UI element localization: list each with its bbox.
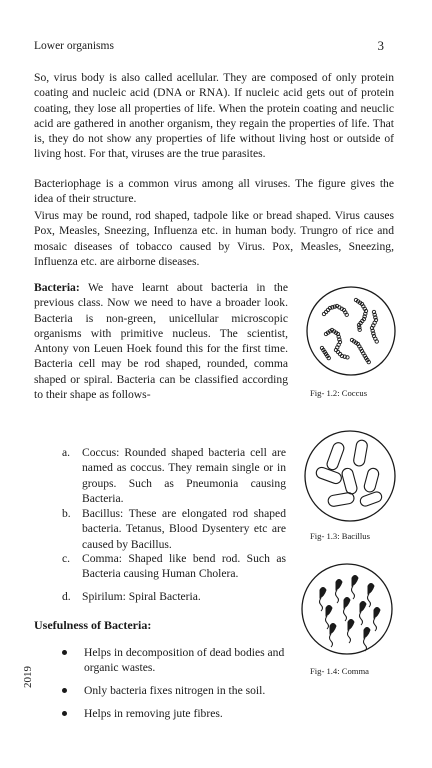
comma-cell xyxy=(320,588,326,599)
flagellum xyxy=(344,608,347,621)
chapter-title: Lower organisms xyxy=(34,40,114,52)
flagellum xyxy=(348,630,351,643)
list-marker: c. xyxy=(62,552,71,565)
comma-cell xyxy=(330,624,336,635)
side-year: 2019 xyxy=(22,666,34,688)
bullet-icon xyxy=(62,711,67,716)
flagellum xyxy=(374,618,377,631)
list-text: Spirilum: Spiral Bacteria. xyxy=(82,590,201,603)
paragraph-bacteriophage: Bacteriophage is a common virus among all viruses. The figure gives the idea of their structure. xyxy=(34,177,394,206)
coccus-cell xyxy=(358,328,361,331)
comma-cell xyxy=(368,584,374,595)
bacillus-figure xyxy=(300,428,400,524)
flagellum xyxy=(320,598,323,611)
list-text: Bacillus: These are elongated rod shaped bacteria. Tetanus, Blood Dysentery etc are caused by Bacillus. xyxy=(82,507,286,551)
flagellum xyxy=(336,590,339,603)
paragraph-bacteria-intro xyxy=(34,280,288,402)
flagellum xyxy=(360,612,363,625)
comma-cell xyxy=(374,608,380,619)
bacteria-intro-text: We have learnt about bacteria in the previous class. Now we need to have a broader look. Bacteria is non-green, unicellular microscopic organisms with primitive nucleus. The scientist, Antony von Leuen Hoek found this for the first time. Bacteria cell may be rod shaped, rounded, comma shaped or spiral. Bacteria can be classified according to their shape as follows- xyxy=(34,281,288,402)
comma-figure xyxy=(298,560,396,658)
comma-cell xyxy=(326,606,332,617)
list-text: Helps in removing jute fibres. xyxy=(84,707,223,720)
coccus-figure xyxy=(304,284,398,378)
list-text: Comma: Shaped like bend rod. Such as Bacteria causing Human Cholera. xyxy=(82,552,286,581)
bullet-icon xyxy=(62,688,67,693)
comma-cell xyxy=(344,598,350,609)
figure-caption-comma: Fig- 1.4: Comma xyxy=(310,666,369,676)
list-text: Only bacteria fixes nitrogen in the soil. xyxy=(84,684,266,697)
usefulness-heading: Usefulness of Bacteria: xyxy=(34,618,152,632)
coccus-cell xyxy=(336,350,339,353)
bacteria-term: Bacteria: xyxy=(34,281,80,294)
coccus-cell xyxy=(322,312,325,315)
paragraph-virus-shapes: Virus may be round, rod shaped, tadpole like or bread shaped. Virus causes Pox, Measles, Sneezing, Influenza etc. in human body. Trungro of rice and mosaic diseases of tobacco caused by Virus. Pox, Measles, Sneezing, Influenza etc. are airborne diseases. xyxy=(34,209,394,268)
comma-cell xyxy=(352,576,358,587)
bullet-icon xyxy=(62,650,67,655)
coccus-cell xyxy=(324,310,327,313)
paragraph-virus-acellular: So, virus body is also called acellular. They are composed of only protein coating and nucleic acid (DNA or RNA). If nucleic acid gets out of protein coating, they lose all properties of life. When the protein coating and neuclic acid are gathered in another organism, they regain the properties of life. That is, they do not show any properties of life without living host or outside of living host. For that, viruses are the true parasites. xyxy=(34,71,394,161)
list-text: Coccus: Rounded shaped bacteria cell are named as coccus. They remain single or in groups. Such as Pneumonia causing Bacteria. xyxy=(82,446,286,505)
flagellum xyxy=(368,594,371,607)
page-number: 3 xyxy=(377,38,384,53)
comma-cell xyxy=(364,628,370,639)
list-marker: a. xyxy=(62,446,71,459)
figure-caption-coccus: Fig- 1.2: Coccus xyxy=(310,388,368,398)
flagellum xyxy=(330,634,333,647)
list-marker: b. xyxy=(62,507,71,520)
comma-cell xyxy=(336,580,342,591)
flagellum xyxy=(364,638,367,651)
list-marker: d. xyxy=(62,590,71,603)
flagellum xyxy=(352,586,355,599)
list-text: Helps in decomposition of dead bodies and organic wastes. xyxy=(84,646,285,675)
comma-cell xyxy=(360,602,366,613)
comma-cell xyxy=(348,620,354,631)
flagellum xyxy=(326,616,329,629)
figure-caption-bacillus: Fig- 1.3: Bacillus xyxy=(310,531,370,541)
